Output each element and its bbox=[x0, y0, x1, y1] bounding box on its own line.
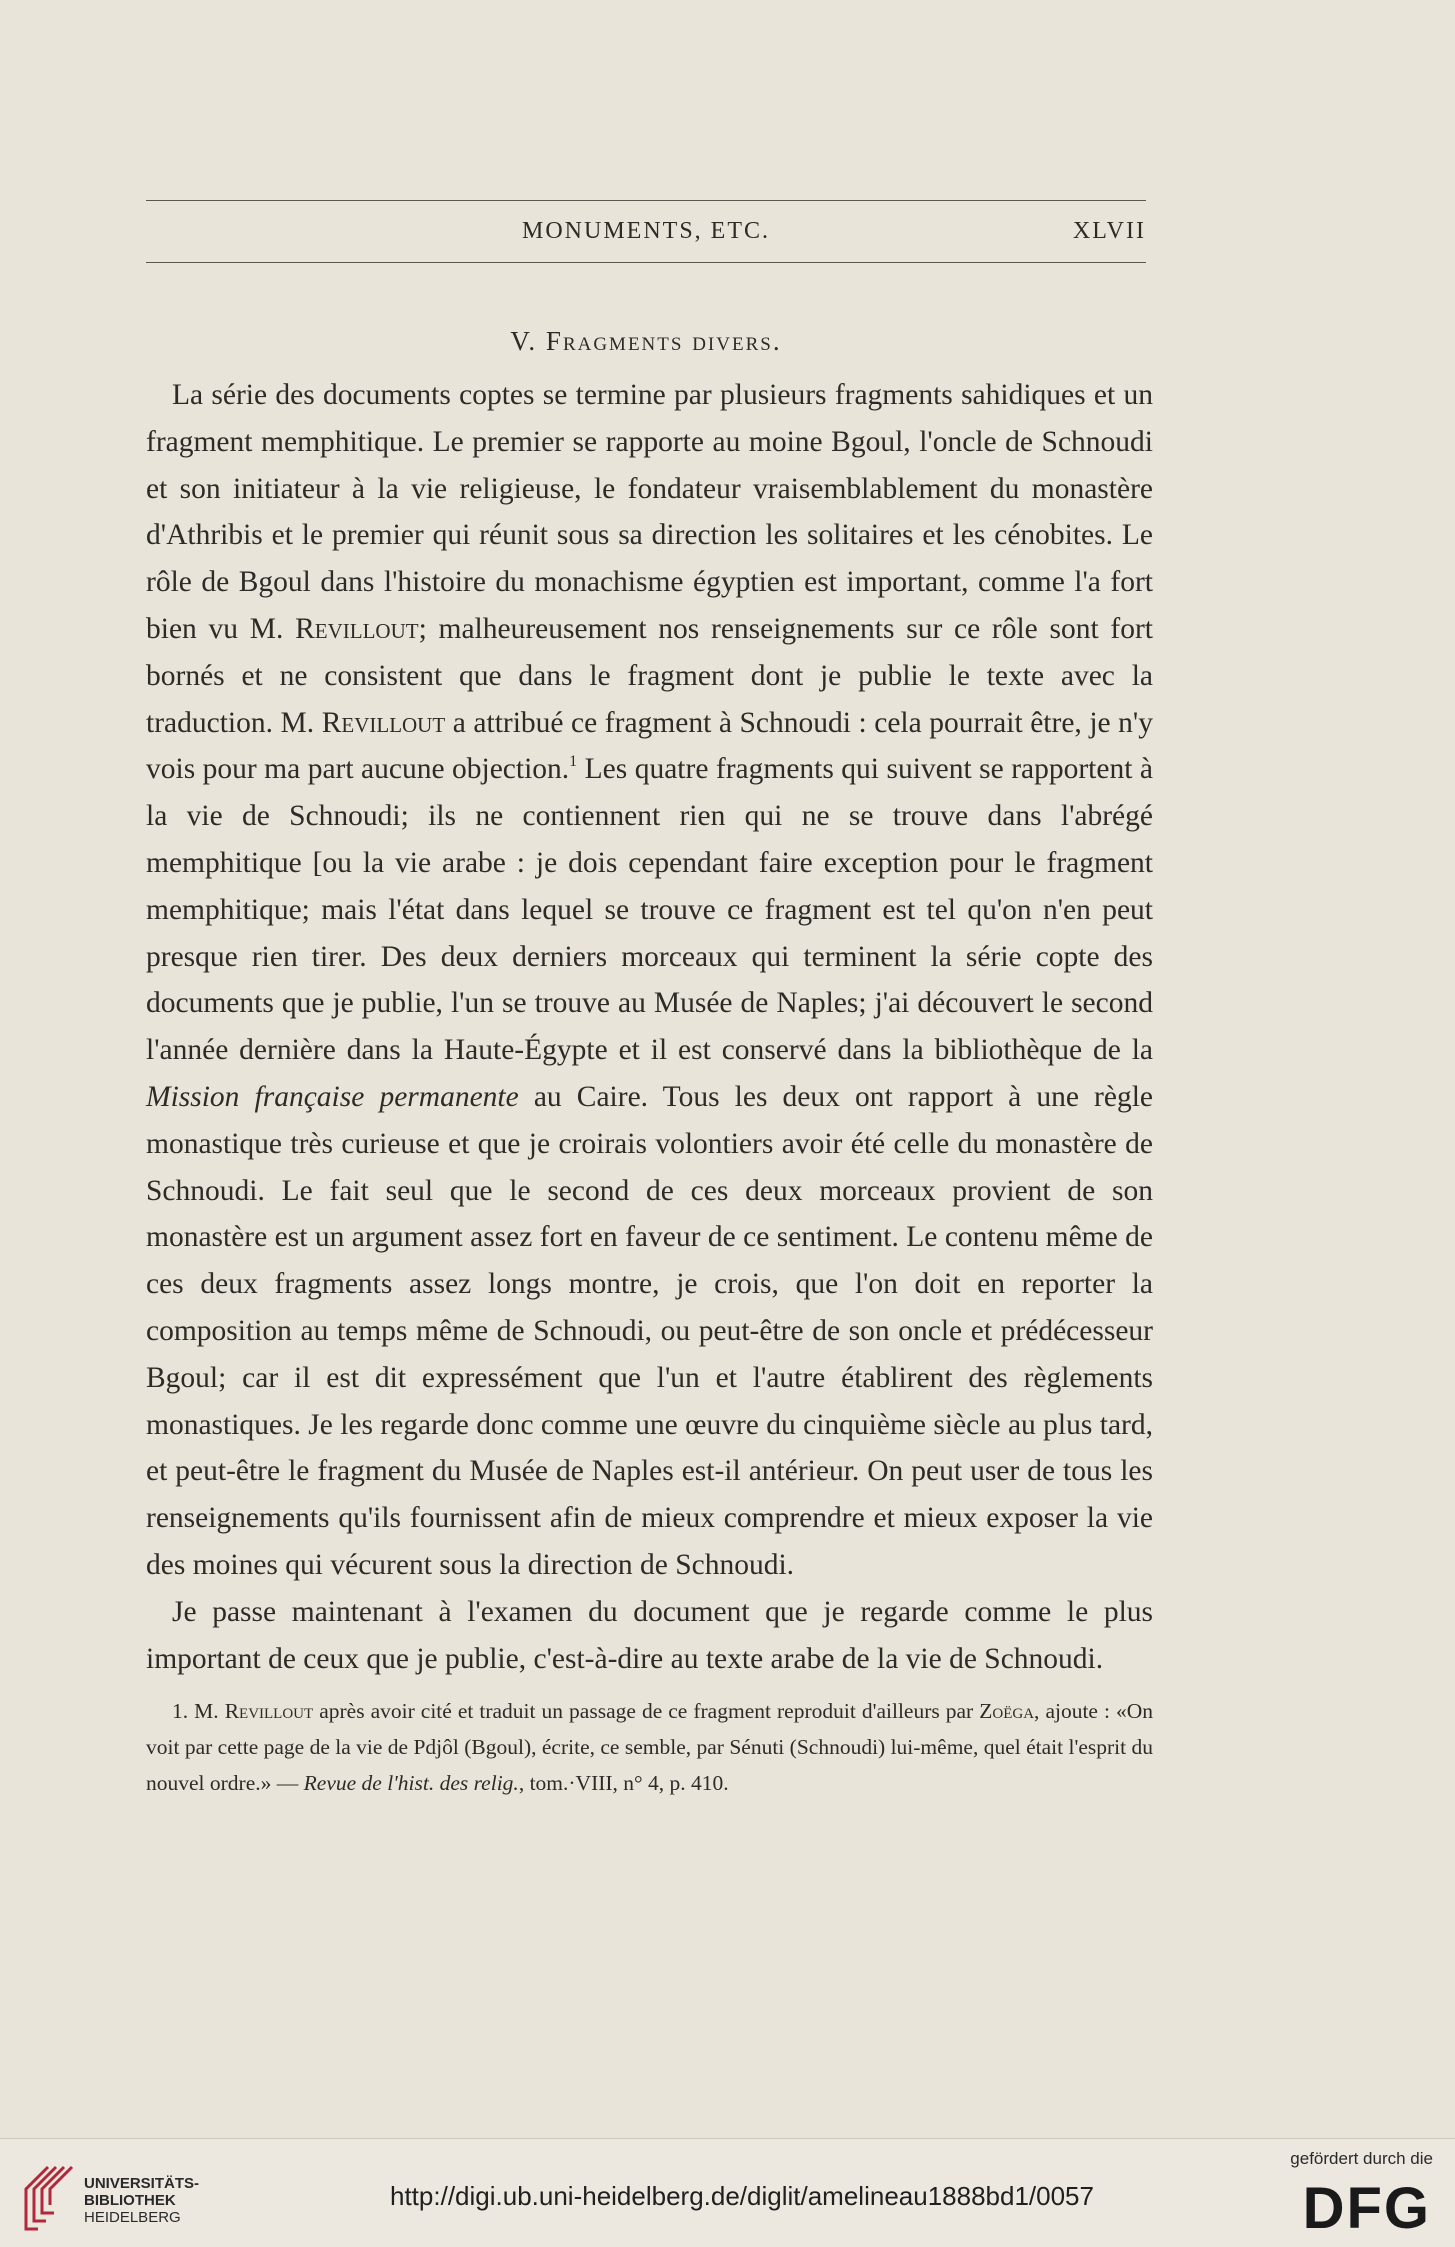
mission-francaise-italic: Mission française permanente bbox=[146, 1080, 519, 1113]
footnote-number: 1. bbox=[172, 1699, 189, 1723]
author-name-revillout-2: Revillout bbox=[321, 706, 446, 739]
p1-text-2: ; malheureusement nos renseignements sur ce rôle sont fort bornés et ne consistent que dans le fragment dont je publie le texte avec la traduction. M. bbox=[146, 612, 1153, 739]
footnote-reference[interactable]: 1 bbox=[569, 753, 578, 771]
paragraph-1 bbox=[146, 372, 1153, 1589]
header-rule-top bbox=[146, 200, 1146, 201]
library-line-1: UNIVERSITÄTS- bbox=[84, 2175, 200, 2192]
header-rule-bottom bbox=[146, 262, 1146, 263]
footnote-journal-title: Revue de l'hist. des relig. bbox=[303, 1771, 519, 1795]
permalink-url[interactable]: http://digi.ub.uni-heidelberg.de/diglit/amelineau1888bd1/0057 bbox=[390, 2181, 1094, 2211]
p1-text-1: La série des documents coptes se termine par plusieurs fragments sahidiques et un fragment memphitique. Le premier se rapporte au moine Bgoul, l'oncle de Schnoudi et son initiateur à la vie religieuse, le fondateur vraisemblablement du monastère d'Athribis et le premier qui réunit sous sa direction les solitaires et les cénobites. Le rôle de Bgoul dans l'histoire du monachisme égyptien est important, comme l'a fort bien vu M. bbox=[146, 379, 1153, 645]
footer-bar bbox=[0, 2138, 1455, 2247]
running-head bbox=[146, 214, 1146, 250]
footnote-text-2: , ajoute : «On voit par cette page de la vie de Pdjôl (Bgoul), écrite, ce semble, par Sénuti (Schnoudi) lui-même, quel était l'esprit du nouvel ordre.» — bbox=[146, 1699, 1154, 1795]
footnote-name-zoega: Zoëga bbox=[979, 1699, 1035, 1723]
running-head-title: MONUMENTS, ETC. bbox=[521, 218, 770, 244]
footnote-prefix: M. bbox=[194, 1699, 219, 1723]
section-title: V. Fragments divers. bbox=[510, 326, 782, 356]
funding-caption: gefördert durch die bbox=[1290, 2149, 1433, 2168]
library-name bbox=[84, 2175, 199, 2226]
dfg-logo: DFG bbox=[1302, 2176, 1431, 2241]
footnote-text-3: , tom.·VIII, n° 4, p. 410. bbox=[518, 1771, 729, 1795]
p1-text-3: a attribué ce fragment à Schnoudi : cela pourrait être, je n'y vois pour ma part aucune objection. bbox=[146, 706, 1154, 786]
author-name-revillout: Revillout bbox=[295, 612, 419, 645]
footnote-text-1: après avoir cité et traduit un passage de ce fragment reproduit d'ailleurs par bbox=[319, 1699, 974, 1723]
footnote-name-revillout: Revillout bbox=[224, 1699, 314, 1723]
paragraph-2: Je passe maintenant à l'examen du document que je regarde comme le plus important de ceux que je publie, c'est-à-dire au texte arabe de la vie de Schnoudi. bbox=[146, 1595, 1153, 1675]
p1-text-5: au Caire. Tous les deux ont rapport à une règle monastique très curieuse et que je croirais volontiers avoir été celle du monastère de Schnoudi. Le fait seul que le second de ces deux morceaux provient de son monastère est un argument assez fort en faveur de ce sentiment. Le contenu même de ces deux fragments assez longs montre, je crois, que l'on doit en reporter la composition au temps même de Schnoudi, ou peut-être de son oncle et prédécesseur Bgoul; car il est dit expressément que l'un et l'autre établirent des règlements monastiques. Je les regarde donc comme une œuvre du cinquième siècle au plus tard, et peut-être le fragment du Musée de Naples est-il antérieur. On peut user de tous les renseignements qu'ils fournissent afin de mieux comprendre et mieux exposer la vie des moines qui vécurent sous la direction de Schnoudi. bbox=[146, 1080, 1153, 1581]
library-line-3: HEIDELBERG bbox=[84, 2209, 181, 2226]
page-number: XLVII bbox=[1072, 218, 1146, 244]
body-text bbox=[146, 372, 1153, 1682]
p1-text-4: Les quatre fragments qui suivent se rapportent à la vie de Schnoudi; ils ne contiennent rien qui ne se trouve dans l'abrégé memphitique [ou la vie arabe : je dois cependant faire exception pour le fragment memphitique; mais l'état dans lequel se trouve ce fragment est tel qu'on n'en peut presque rien tirer. Des deux derniers morceaux qui terminent la série copte des documents que je publie, l'un se trouve au Musée de Naples; j'ai découvert le second l'année dernière dans la Haute-Égypte et il est conservé dans la bibliothèque de la bbox=[146, 753, 1153, 1067]
footnote bbox=[146, 1693, 1153, 1801]
library-line-2: BIBLIOTHEK bbox=[84, 2192, 176, 2209]
library-logo-icon bbox=[18, 2163, 76, 2233]
